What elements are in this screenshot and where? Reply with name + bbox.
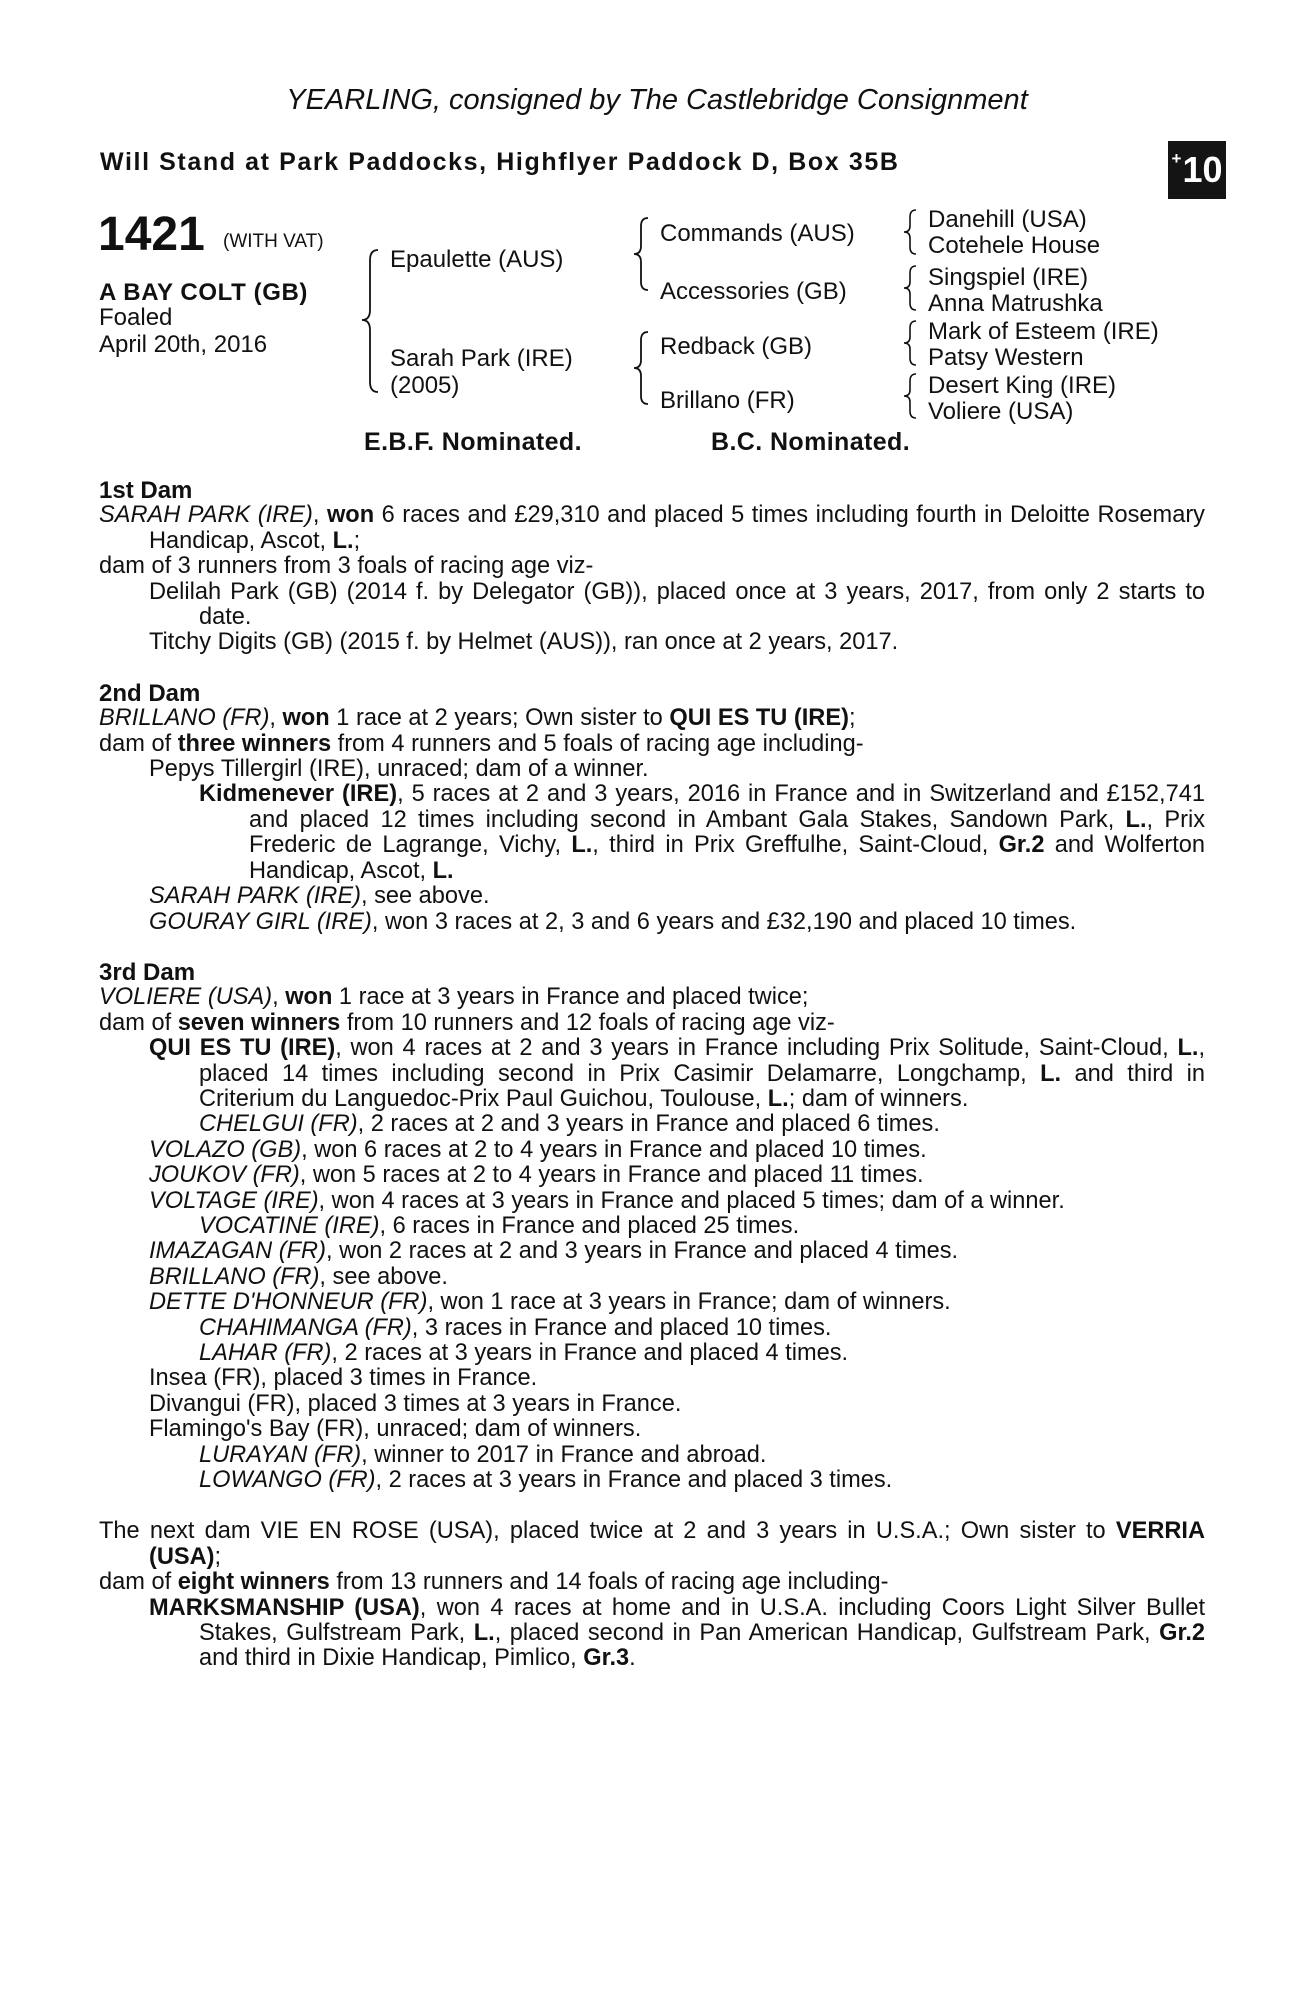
- gen3-1: Danehill (USA): [928, 206, 1087, 233]
- produce-entry: GOURAY GIRL (IRE), won 3 races at 2, 3 and 6 years and £32,190 and placed 10 times.: [149, 908, 1077, 935]
- first-dam-heading: 1st Dam: [99, 477, 193, 504]
- brace-g2: [902, 263, 924, 313]
- sire-dam: Accessories (GB): [660, 278, 847, 305]
- first-dam-produce: dam of 3 runners from 3 foals of racing age viz-: [99, 553, 594, 580]
- second-dam-produce: dam of three winners from 4 runners and 5 foals of racing age including-: [99, 730, 864, 757]
- catalogue-header-title: YEARLING, consigned by The Castlebridge Consignment: [286, 84, 1028, 116]
- foaled-label: Foaled: [99, 304, 173, 331]
- third-dam-line: VOLIERE (USA), won 1 race at 3 years in France and placed twice;: [99, 984, 809, 1011]
- produce-entry: Pepys Tillergirl (IRE), unraced; dam of a winner.: [149, 756, 649, 783]
- produce-entry: MARKSMANSHIP (USA), won 4 races at home and in U.S.A. including Coors Light Silver Bullet Stakes, Gulfstream Park, L., placed second in Pan American Handicap, Gulfstream Park, Gr.2 and third in Dixie Handicap, Pimlico, Gr.3.: [149, 1594, 1206, 1672]
- produce-entry: CHELGUI (FR), 2 races at 2 and 3 years in France and placed 6 times.: [199, 1111, 940, 1138]
- foaled-date: April 20th, 2016: [99, 331, 268, 358]
- gen3-3: Singspiel (IRE): [928, 264, 1089, 291]
- badge-plus: +: [1171, 149, 1182, 168]
- catalogue-body: [99, 478, 1205, 1672]
- stand-location: Will Stand at Park Paddocks, Highflyer Paddock D, Box 35B: [100, 148, 900, 176]
- produce-entry: LURAYAN (FR), winner to 2017 in France and abroad.: [199, 1441, 767, 1468]
- gen3-4: Anna Matrushka: [928, 290, 1103, 317]
- next-dam-line: The next dam VIE EN ROSE (USA), placed twice at 2 and 3 years in U.S.A.; Own sister to VERRIA (USA);: [99, 1518, 1205, 1570]
- lot-number: 1421: [98, 208, 205, 261]
- gen3-2: Cotehele House: [928, 232, 1101, 259]
- produce-entry: IMAZAGAN (FR), won 2 races at 2 and 3 years in France and placed 4 times.: [149, 1238, 959, 1265]
- produce-entry: Divangui (FR), placed 3 times at 3 years in France.: [149, 1390, 682, 1417]
- produce-entry: LOWANGO (FR), 2 races at 3 years in France and placed 3 times.: [199, 1467, 893, 1494]
- produce-entry: VOCATINE (IRE), 6 races in France and placed 25 times.: [199, 1212, 800, 1239]
- gen3-7: Desert King (IRE): [928, 372, 1117, 399]
- brace-g1: [902, 207, 924, 257]
- lot-description: A BAY COLT (GB): [99, 279, 309, 306]
- lot-badge: [1168, 141, 1226, 199]
- produce-entry: Flamingo's Bay (FR), unraced; dam of winners.: [149, 1416, 642, 1443]
- produce-entry: VOLAZO (GB), won 6 races at 2 to 4 years in France and placed 10 times.: [149, 1136, 927, 1163]
- second-dam-heading: 2nd Dam: [99, 679, 201, 707]
- sire-brace: [632, 214, 656, 294]
- bc-nominated: B.C. Nominated.: [711, 428, 911, 456]
- third-dam-produce: dam of seven winners from 10 runners and 12 foals of racing age viz-: [99, 1009, 835, 1036]
- ebf-nominated: E.B.F. Nominated.: [364, 428, 582, 456]
- produce-entry: CHAHIMANGA (FR), 3 races in France and placed 10 times.: [199, 1314, 832, 1341]
- dam-brace: [632, 328, 656, 408]
- gen3-6: Patsy Western: [928, 344, 1084, 371]
- produce-entry: SARAH PARK (IRE), see above.: [149, 883, 490, 910]
- dam-dam: Brillano (FR): [660, 387, 795, 414]
- produce-entry: BRILLANO (FR), see above.: [149, 1263, 448, 1290]
- produce-entry: Kidmenever (IRE), 5 races at 2 and 3 years, 2016 in France and in Switzerland and £152,741 and placed 12 times including second in Ambant Gala Stakes, Sandown Park, L., Prix Frederic de Lagrange, Vichy, L., third in Prix Greffulhe, Saint-Cloud, Gr.2 and Wolferton Handicap, Ascot, L.: [199, 781, 1206, 884]
- next-dam-produce: dam of eight winners from 13 runners and 14 foals of racing age including-: [99, 1569, 889, 1596]
- produce-entry: LAHAR (FR), 2 races at 3 years in France and placed 4 times.: [199, 1340, 849, 1366]
- badge-number: 10: [1182, 149, 1223, 190]
- gen3-8: Voliere (USA): [928, 398, 1074, 425]
- gen3-5: Mark of Esteem (IRE): [928, 318, 1159, 345]
- dam-sire: Redback (GB): [660, 333, 813, 360]
- brace-g4: [902, 371, 924, 421]
- first-dam-line: SARAH PARK (IRE), won 6 races and £29,310 and placed 5 times including fourth in Deloitte Rosemary Handicap, Ascot, L.;: [99, 502, 1205, 554]
- dam-year: (2005): [390, 372, 460, 399]
- vat-note: (WITH VAT): [223, 231, 324, 252]
- second-dam-line: BRILLANO (FR), won 1 race at 2 years; Own sister to QUI ES TU (IRE);: [99, 705, 856, 732]
- produce-entry: Titchy Digits (GB) (2015 f. by Helmet (AUS)), ran once at 2 years, 2017.: [149, 629, 899, 656]
- dam-name: Sarah Park (IRE): [390, 345, 573, 372]
- produce-entry: Delilah Park (GB) (2014 f. by Delegator (GB)), placed once at 3 years, 2017, from only 2 starts to date.: [149, 578, 1205, 631]
- produce-entry: Insea (FR), placed 3 times in France.: [149, 1365, 538, 1392]
- produce-entry: VOLTAGE (IRE), won 4 races at 3 years in France and placed 5 times; dam of a winner.: [149, 1187, 1065, 1214]
- produce-entry: DETTE D'HONNEUR (FR), won 1 race at 3 years in France; dam of winners.: [149, 1289, 951, 1316]
- produce-entry: QUI ES TU (IRE), won 4 races at 2 and 3 years in France including Prix Solitude, Saint-Cloud, L., placed 14 times including second in Prix Casimir Delamarre, Longchamp, L. and third in Criterium du Languedoc-Prix Paul Guichou, Toulouse, L.; dam of winners.: [149, 1035, 1205, 1112]
- produce-entry: JOUKOV (FR), won 5 races at 2 to 4 years in France and placed 11 times.: [149, 1162, 924, 1189]
- sire-name: Epaulette (AUS): [390, 246, 564, 273]
- brace-g3: [902, 318, 924, 368]
- sire-sire: Commands (AUS): [660, 220, 855, 247]
- third-dam-heading: 3rd Dam: [99, 958, 196, 986]
